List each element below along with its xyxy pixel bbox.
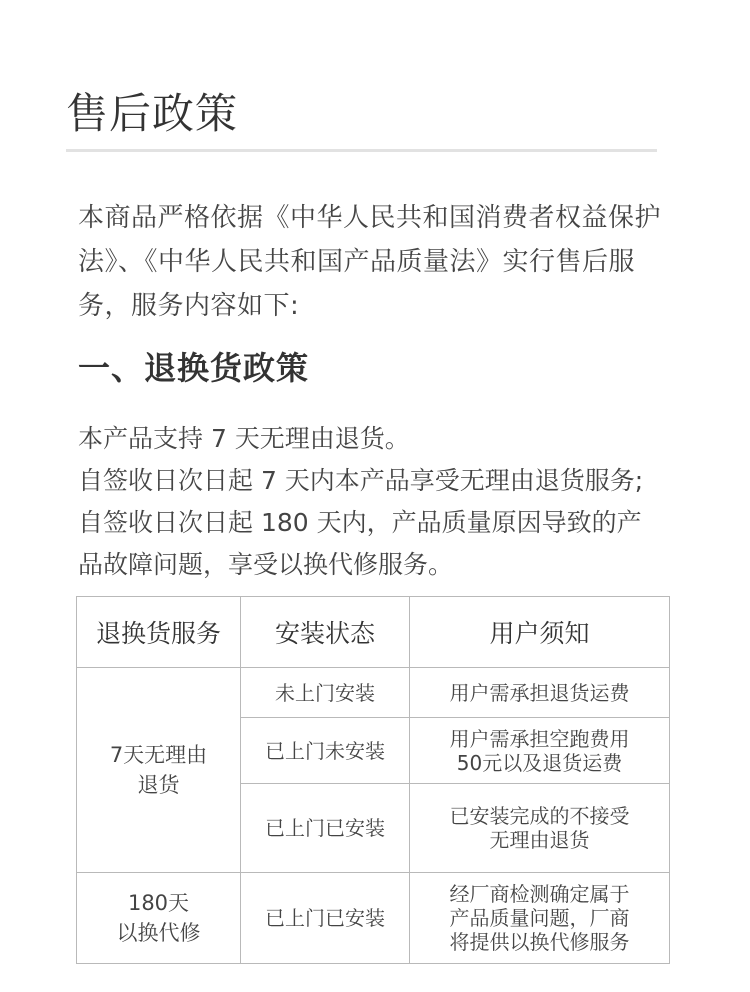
service-cell-7day: [77, 668, 241, 873]
service-line: 退货: [137, 773, 180, 797]
status-cell: 已上门已安装: [241, 784, 410, 873]
notice-line: 经厂商检测确定属于: [449, 882, 630, 906]
notice-line: 产品质量问题，厂商: [449, 906, 630, 930]
table-row: [77, 873, 670, 964]
header-service: 退换货服务: [77, 597, 241, 668]
page-title: 售后政策: [66, 89, 239, 138]
policy-paragraph: [78, 418, 678, 586]
service-line: 180天: [127, 891, 190, 915]
header-user-notice: 用户须知: [410, 597, 670, 668]
returns-policy-table: [76, 596, 670, 964]
policy-line: 本产品支持 7 天无理由退货。: [78, 424, 410, 453]
notice-line: 已安装完成的不接受: [449, 804, 630, 828]
service-line: 7天无理由: [109, 743, 208, 767]
notice-line: 将提供以换代修服务: [449, 930, 630, 954]
notice-cell: [410, 718, 670, 784]
notice-line: 用户需承担退货运费: [449, 680, 630, 705]
service-cell-180day: [77, 873, 241, 964]
service-line: 以换代修: [116, 921, 201, 945]
section-heading-returns: 一、退换货政策: [78, 349, 310, 387]
intro-paragraph: 本商品严格依据《中华人民共和国消费者权益保护法》、《中华人民共和国产品质量法》实行售后服务，服务内容如下:: [78, 203, 662, 321]
status-cell: 已上门未安装: [241, 718, 410, 784]
notice-cell: [410, 668, 670, 718]
status-cell: 未上门安装: [241, 668, 410, 718]
policy-line: 品故障问题，享受以换代修服务。: [78, 550, 454, 579]
notice-line: 用户需承担空跑费用: [449, 726, 630, 751]
notice-line: 无理由退货: [489, 828, 590, 852]
table-header-row: [77, 597, 670, 668]
policy-line: 自签收日次日起 180 天内，产品质量原因导致的产: [78, 508, 642, 537]
title-divider: [66, 149, 657, 152]
status-cell: 已上门已安装: [241, 873, 410, 964]
policy-line: 自签收日次日起 7 天内本产品享受无理由退货服务;: [78, 466, 644, 495]
notice-cell: [410, 784, 670, 873]
notice-line: 50元以及退货运费: [456, 750, 623, 775]
header-install-status: 安装状态: [241, 597, 410, 668]
table-row: [77, 668, 670, 718]
notice-cell: [410, 873, 670, 964]
